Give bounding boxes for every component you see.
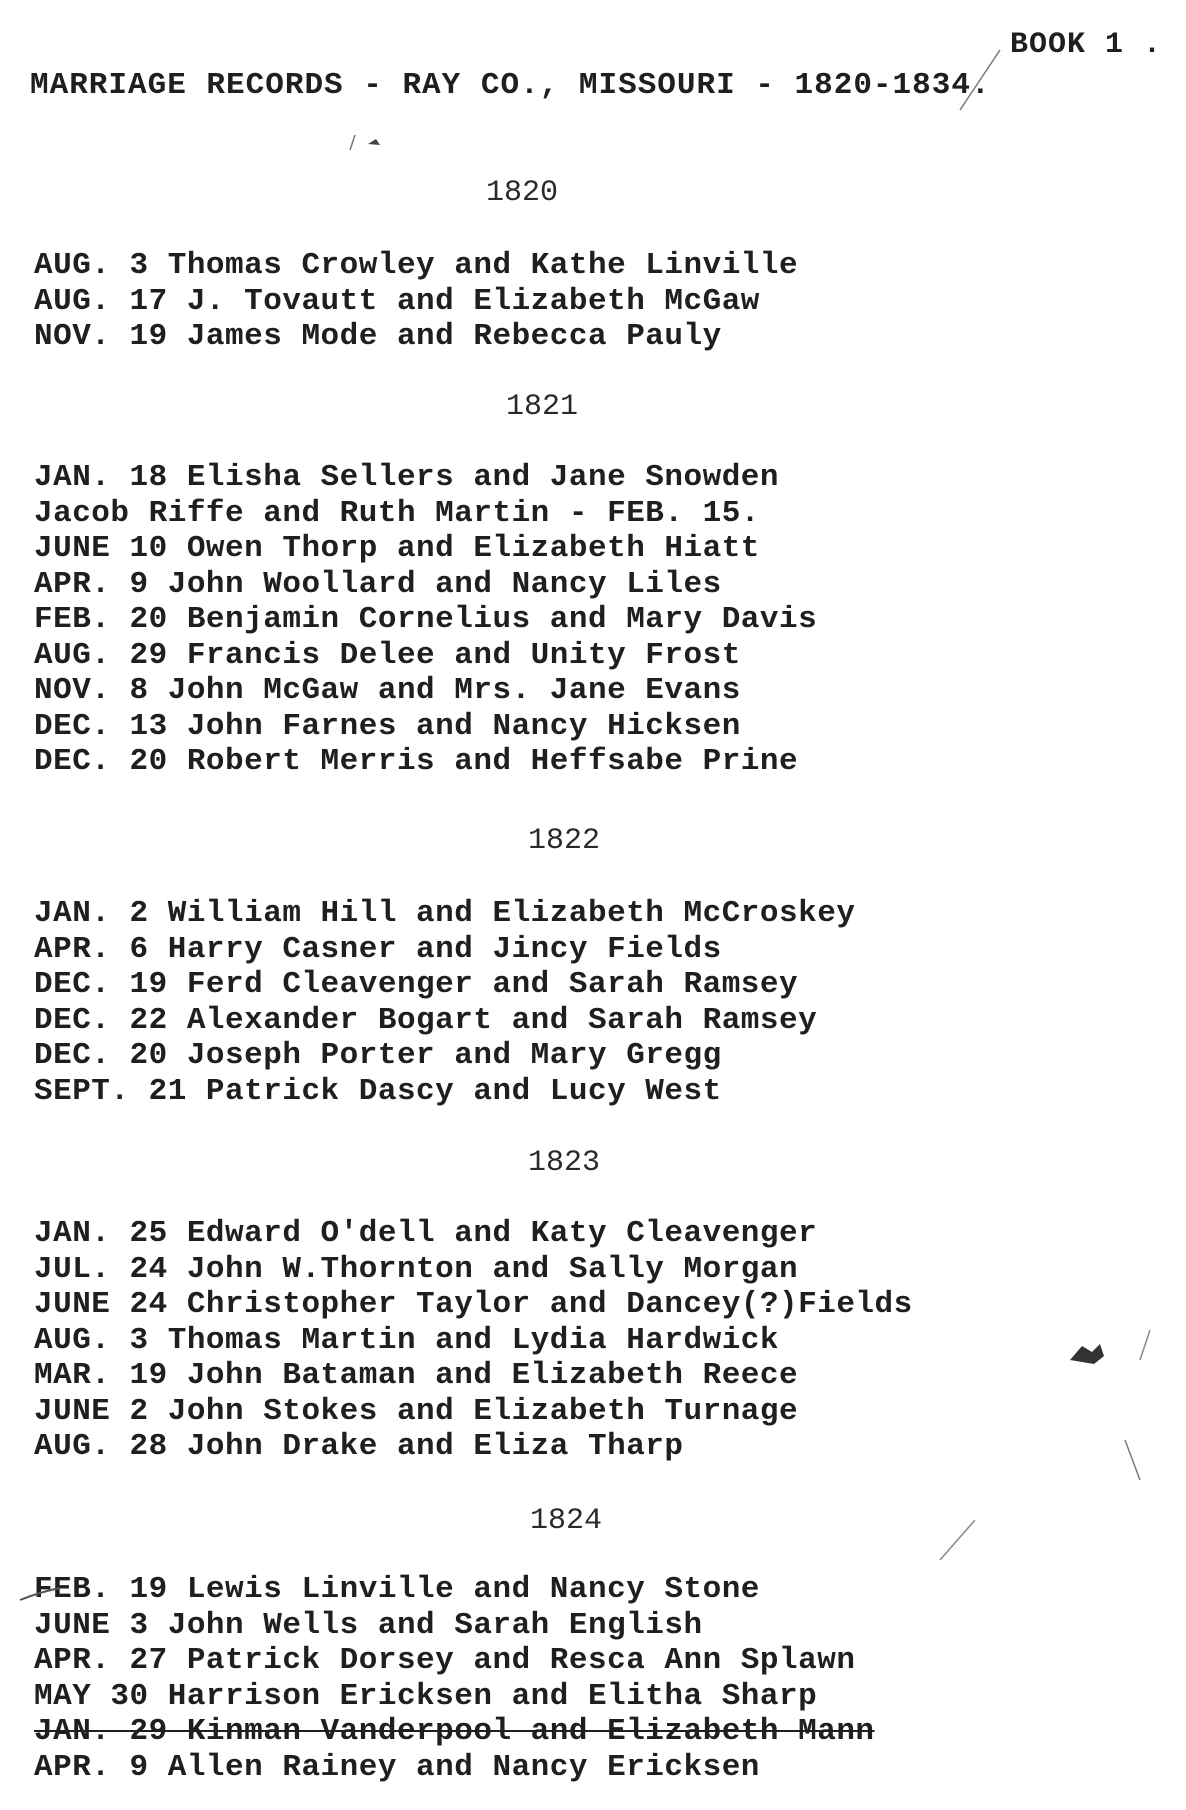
marriage-entry: APR. 6 Harry Casner and Jincy Fields bbox=[34, 931, 722, 967]
marriage-entry: JAN. 25 Edward O'dell and Katy Cleavenger bbox=[34, 1216, 818, 1251]
marriage-entry: APR. 27 Patrick Dorsey and Resca Ann Splawn bbox=[34, 1643, 856, 1678]
marriage-entry: JUNE 24 Christopher Taylor and Dancey(?)Fields bbox=[34, 1287, 913, 1322]
year-heading-1823: 1823 bbox=[528, 1146, 601, 1180]
marriage-entry: JAN. 18 Elisha Sellers and Jane Snowden bbox=[34, 460, 780, 495]
year-heading-1821: 1821 bbox=[506, 390, 579, 424]
marriage-entry: DEC. 22 Alexander Bogart and Sarah Ramsey bbox=[34, 1002, 818, 1038]
book-label: BOOK 1 . bbox=[1010, 28, 1163, 62]
marriage-entry: AUG. 28 John Drake and Eliza Tharp bbox=[34, 1429, 684, 1464]
marriage-entry: APR. 9 John Woollard and Nancy Liles bbox=[34, 566, 722, 602]
ink-blot-mark bbox=[1070, 1344, 1104, 1364]
marriage-entry: AUG. 3 Thomas Crowley and Kathe Linville bbox=[34, 248, 799, 283]
marriage-entry: JUNE 3 John Wells and Sarah English bbox=[34, 1607, 703, 1643]
ink-blot-mark bbox=[368, 139, 380, 145]
marriage-entry: DEC. 19 Ferd Cleavenger and Sarah Ramsey bbox=[34, 967, 799, 1002]
marriage-entry-struck: JAN. 29 Kinman Vanderpool and Elizabeth Mann bbox=[34, 1714, 875, 1749]
marriage-entry: JUNE 2 John Stokes and Elizabeth Turnage bbox=[34, 1393, 799, 1429]
pen-stroke-mark bbox=[350, 135, 355, 150]
marriage-entry: JUL. 24 John W.Thornton and Sally Morgan bbox=[34, 1251, 799, 1287]
year-heading-1822: 1822 bbox=[528, 824, 601, 858]
pen-stroke-mark bbox=[1140, 1330, 1150, 1360]
pen-stroke-mark bbox=[20, 1588, 60, 1600]
marriage-entry: DEC. 20 Joseph Porter and Mary Gregg bbox=[34, 1038, 722, 1073]
marriage-entry: AUG. 29 Francis Delee and Unity Frost bbox=[34, 637, 741, 673]
marriage-entry: MAY 30 Harrison Ericksen and Elitha Sharp bbox=[34, 1678, 818, 1714]
pen-stroke-mark bbox=[960, 50, 1000, 110]
marriage-entry: MAR. 19 John Bataman and Elizabeth Reece bbox=[34, 1358, 799, 1393]
marriage-entry: AUG. 17 J. Tovautt and Elizabeth McGaw bbox=[34, 283, 760, 319]
pen-stroke-mark bbox=[1125, 1440, 1140, 1480]
page-title: MARRIAGE RECORDS - RAY CO., MISSOURI - 1820-1834. bbox=[30, 68, 991, 103]
marriage-entry: NOV. 19 James Mode and Rebecca Pauly bbox=[34, 319, 722, 354]
year-heading-1820: 1820 bbox=[486, 176, 559, 210]
marriage-entry: FEB. 20 Benjamin Cornelius and Mary Davis bbox=[34, 602, 818, 637]
marriage-entry: JUNE 10 Owen Thorp and Elizabeth Hiatt bbox=[34, 531, 760, 566]
marriage-entry: SEPT. 21 Patrick Dascy and Lucy West bbox=[34, 1073, 722, 1109]
marriage-entry: DEC. 20 Robert Merris and Heffsabe Prine bbox=[34, 744, 799, 779]
year-heading-1824: 1824 bbox=[530, 1504, 603, 1538]
marriage-entry: APR. 9 Allen Rainey and Nancy Ericksen bbox=[34, 1749, 760, 1785]
marriage-entry: Jacob Riffe and Ruth Martin - FEB. 15. bbox=[34, 495, 760, 531]
marriage-entry: FEB. 19 Lewis Linville and Nancy Stone bbox=[34, 1572, 760, 1607]
marriage-entry: DEC. 13 John Farnes and Nancy Hicksen bbox=[34, 708, 741, 744]
pen-stroke-mark bbox=[940, 1520, 975, 1560]
marriage-entry: JAN. 2 William Hill and Elizabeth McCroskey bbox=[34, 896, 856, 931]
marriage-entry: AUG. 3 Thomas Martin and Lydia Hardwick bbox=[34, 1322, 780, 1358]
marriage-entry: NOV. 8 John McGaw and Mrs. Jane Evans bbox=[34, 673, 741, 708]
